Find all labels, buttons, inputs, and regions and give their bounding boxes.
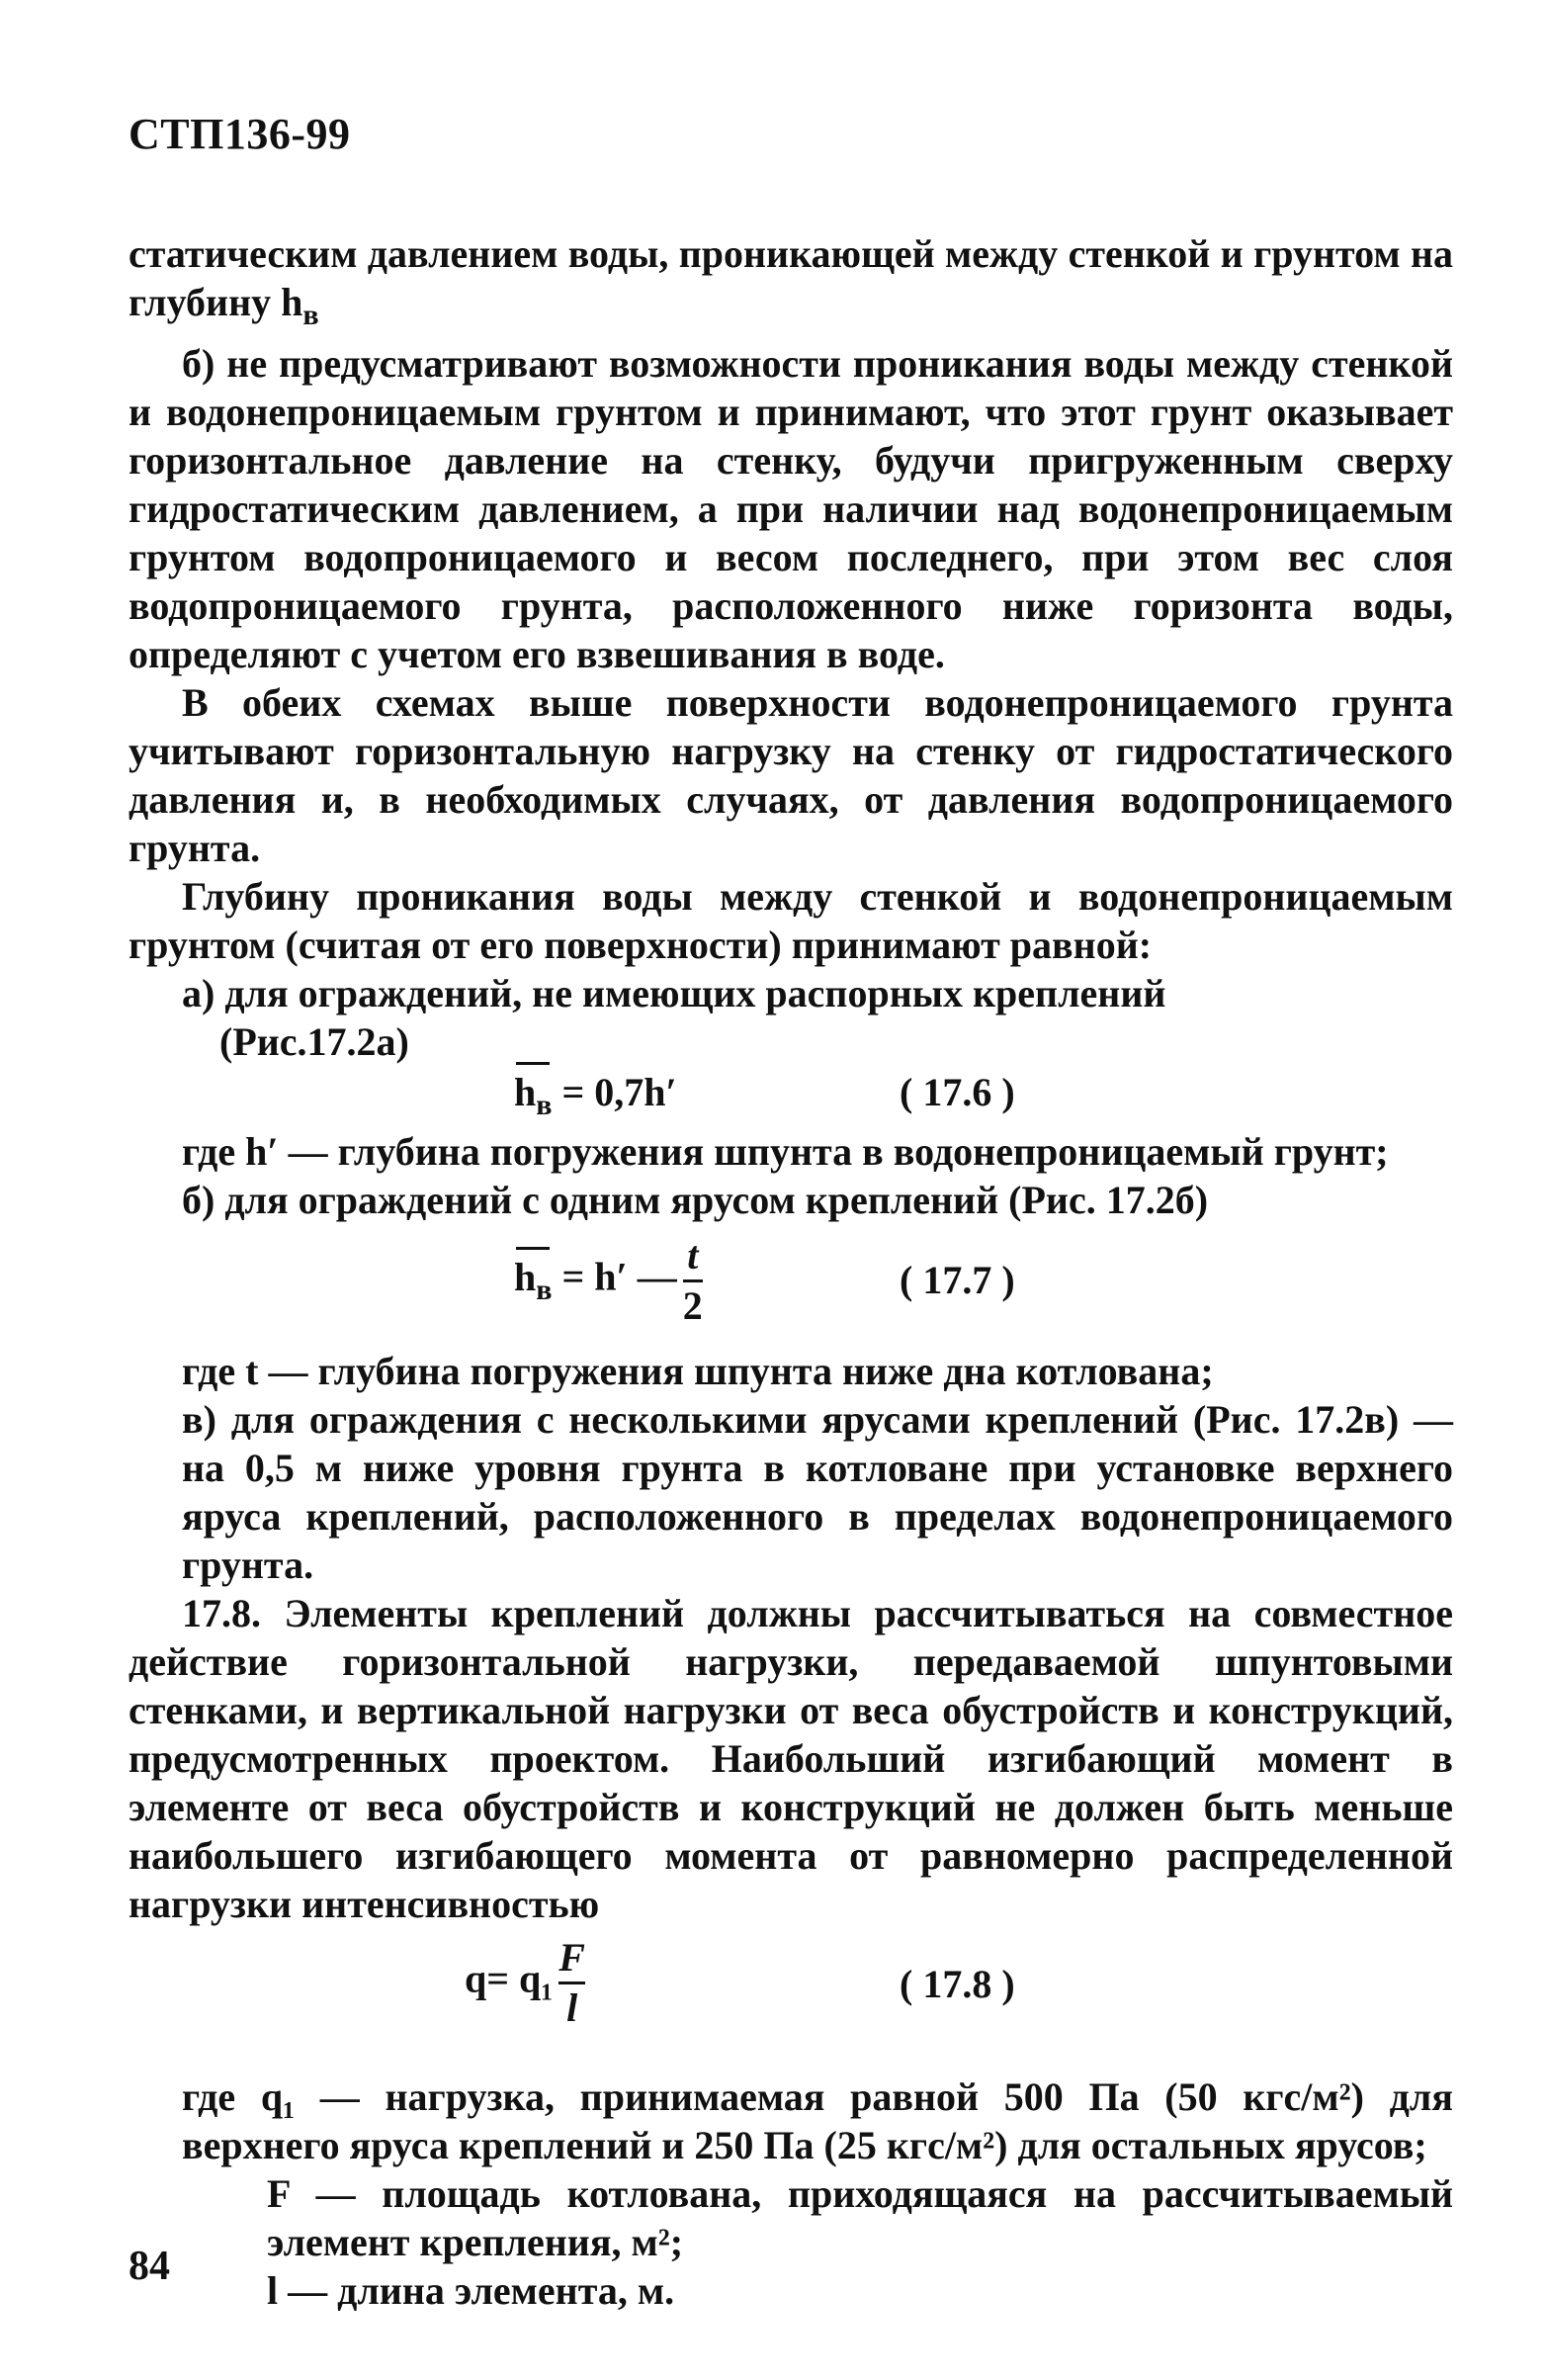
document-code-header: СТП136-99 [129, 110, 351, 158]
list-item-c: в) для ограждения с несколькими ярусами креплений (Рис. 17.2в) — на 0,5 м ниже уровня грунта в котловане при установке верхнего яруса креплений, расположенного в пределах водонепроницаемого грунта. [182, 1397, 1453, 1587]
list-item-b: б) для ограждений с одним ярусом креплений (Рис. 17.2б) [182, 1178, 1209, 1222]
page-number: 84 [129, 2244, 170, 2289]
formula-mid: = q₁ [486, 1956, 554, 2001]
paragraph-text: статическим давлением воды, проникающей между стенкой и грунтом на глубину h [129, 231, 1453, 324]
paragraph-scheme-b: б) не предусматривают возможности проникания воды между стенкой и водонепроницаемым грунтом и принимают, что этот грунт оказывает горизонтальное давление на стенку, будучи пригруженным сверху гидростатическим давлением, а при наличии над водонепроницаемым грунтом водопроницаемого и весом последнего, при этом вес слоя водопроницаемого грунта, расположенного ниже горизонта воды, определяют с учетом его взвешивания в воде. [129, 341, 1453, 676]
definition-t: где t — глубина погружения шпунта ниже дна котлована; [182, 1349, 1214, 1393]
formula-lhs: $h_в$ [514, 1253, 552, 1314]
definition-h-prime: где h′ — глубина погружения шпунта в водонепроницаемый грунт; [182, 1129, 1389, 1174]
subscript: в [302, 299, 319, 331]
paragraph-both-schemes: В обеих схемах выше поверхности водонепроницаемого грунта учитывают горизонтальную нагрузку на стенку от гидростатического давления и, в необходимых случаях, от давления водопроницаемого грунта. [129, 680, 1453, 870]
formula-rhs: = 0,7h′ [561, 1070, 677, 1114]
definition-l: l — длина элемента, м. [267, 2268, 675, 2313]
formula-number: ( 17.8 ) [900, 1962, 1015, 2006]
formula-fraction: $\frac{F}{l}$ [558, 1935, 585, 2030]
formula-17-8 [129, 1930, 1453, 2049]
formula-number: ( 17.7 ) [900, 1258, 1015, 1302]
paragraph-continued [129, 229, 1453, 339]
paragraph-penetration-depth: Глубину проникания воды между стенкой и водонепроницаемым грунтом (считая от его поверхности) принимают равной: [129, 874, 1453, 967]
formula-fraction: $\frac{t}{2}$ [682, 1233, 703, 1328]
figure-reference-a: (Рис.17.2а) [219, 1019, 409, 1064]
formula-number: ( 17.6 ) [900, 1070, 1015, 1114]
formula-rhs: = h′ — [561, 1254, 677, 1299]
list-item-a: а) для ограждений, не имеющих распорных креплений [182, 971, 1166, 1015]
formula-lhs: $h_в$ [514, 1068, 552, 1129]
section-17-8: 17.8. Элементы креплений должны рассчитываться на совместное действие горизонтальной нагрузки, передаваемой шпунтовыми стенками, и вертикальной нагрузки от веса обустройств и конструкций, предусмотренных проектом. Наибольший изгибающий момент в элементе от веса обустройств и конструкций не должен быть меньше наибольшего изгибающего момента от равномерно распределенной нагрузки интенсивностью [129, 1591, 1453, 1926]
formula-expression [514, 1068, 677, 1129]
formula-lhs: q [465, 1956, 487, 2001]
definition-F: F — площадь котлована, приходящаяся на рассчитываемый элемент крепления, м²; [267, 2171, 1453, 2264]
formula-17-7 [129, 1226, 1453, 1345]
formula-17-6 [129, 1068, 1453, 1125]
definition-q1: где q₁ — нагрузка, принимаемая равной 500 Па (50 кгс/м²) для верхнего яруса креплений и 250 Па (25 кгс/м²) для остальных ярусов; [182, 2074, 1453, 2167]
document-body [129, 229, 1453, 2315]
formula-expression [514, 1234, 709, 1328]
formula-expression [465, 1936, 591, 2030]
